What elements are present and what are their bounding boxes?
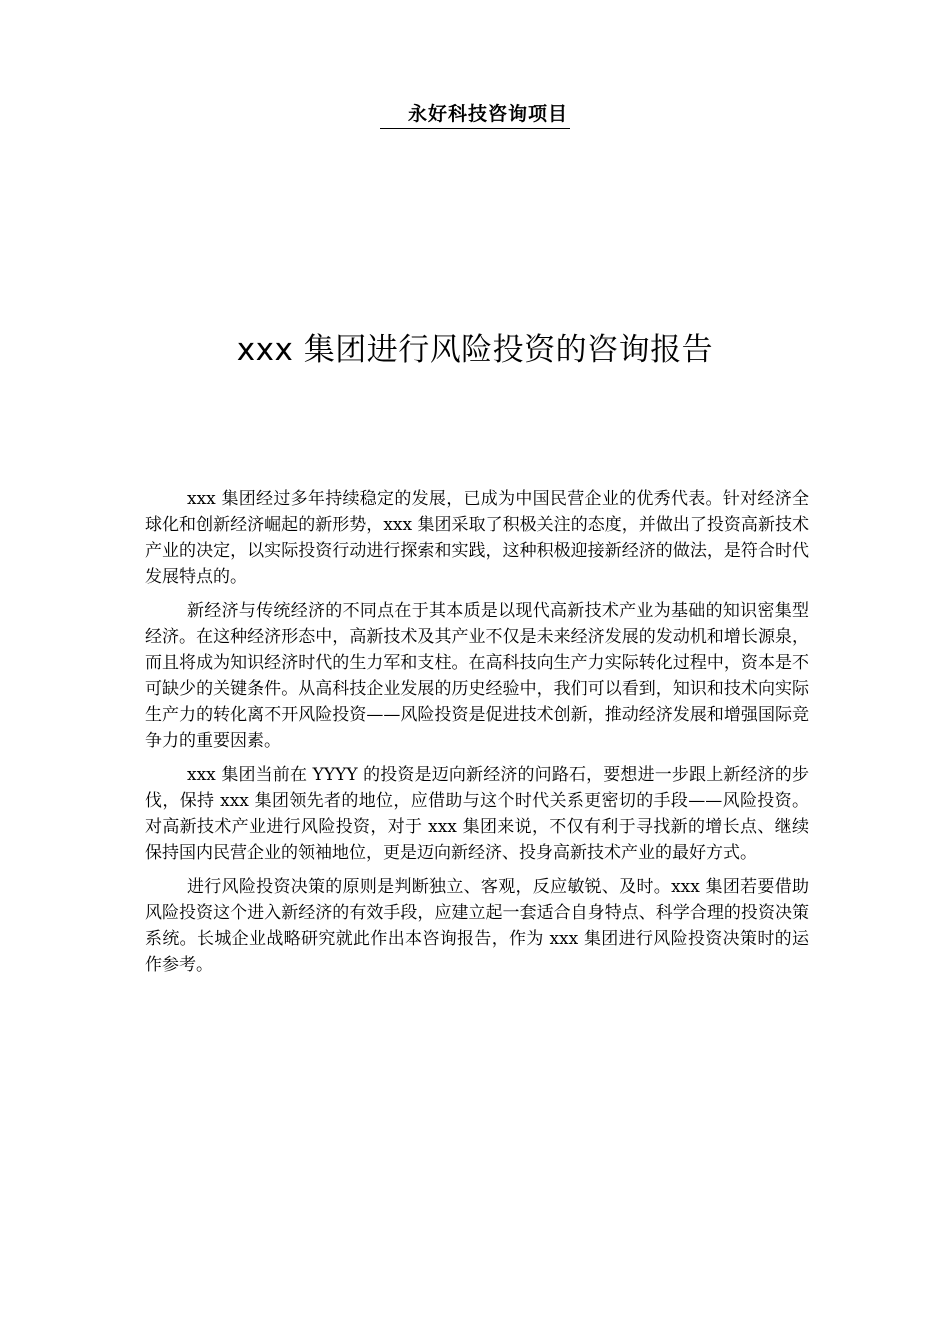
paragraph-3: xxx 集团当前在 YYYY 的投资是迈向新经济的问路石，要想进一步跟上新经济的步伐，保持 xxx 集团领先者的地位，应借助与这个时代关系更密切的手段——风险投资。对高新技术产业进行风险投资，对于 xxx 集团来说，不仅有利于寻找新的增长点、继续保持国内民营企业的领袖地位，更是迈向新经济、投身高新技术产业的最好方式。 — [145, 765, 809, 863]
report-body — [145, 486, 809, 986]
paragraph-1: xxx 集团经过多年持续稳定的发展，已成为中国民营企业的优秀代表。针对经济全球化和创新经济崛起的新形势，xxx 集团采取了积极关注的态度，并做出了投资高新技术产业的决定，以实际投资行动进行探索和实践，这种积极迎接新经济的做法，是符合时代发展特点的。 — [145, 489, 809, 587]
paragraph-2: 新经济与传统经济的不同点在于其本质是以现代高新技术产业为基础的知识密集型经济。在这种经济形态中，高新技术及其产业不仅是未来经济发展的发动机和增长源泉，而且将成为知识经济时代的生力军和支柱。在高科技向生产力实际转化过程中，资本是不可缺少的关键条件。从高科技企业发展的历史经验中，我们可以看到，知识和技术向实际生产力的转化离不开风险投资——风险投资是促进技术创新，推动经济发展和增强国际竞争力的重要因素。 — [145, 601, 809, 751]
paragraph-4: 进行风险投资决策的原则是判断独立、客观，反应敏锐、及时。xxx 集团若要借助风险投资这个进入新经济的有效手段，应建立起一套适合自身特点、科学合理的投资决策系统。长城企业战略研究就此作出本咨询报告，作为 xxx 集团进行风险投资决策时的运作参考。 — [145, 877, 809, 975]
page-header — [0, 102, 950, 129]
report-title: xxx 集团进行风险投资的咨询报告 — [236, 332, 714, 368]
project-name: 永好科技咨询项目 — [380, 102, 570, 129]
